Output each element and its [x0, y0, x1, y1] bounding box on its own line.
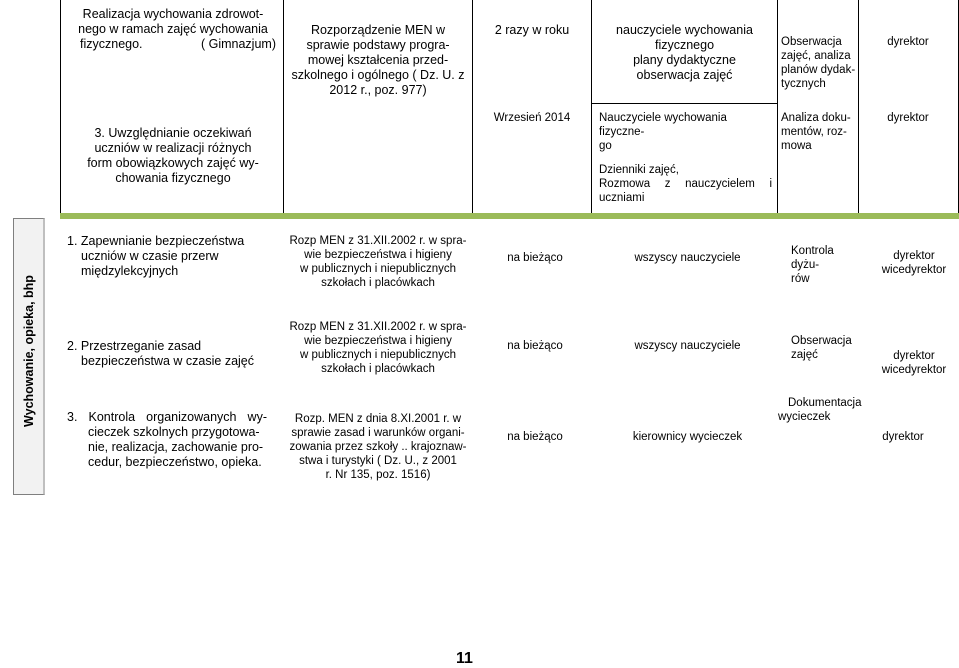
method-duty-control: Kontrola dyżu- rów [791, 245, 834, 285]
term-ongoing: na bieżąco [507, 340, 563, 352]
supervisor-director: dyrektor [882, 431, 924, 443]
method-trip-documentation: Dokumentacja wycieczek [778, 397, 862, 423]
legal-basis-curriculum: Rozporządzenie MEN w sprawie podstawy progra- mowej kształcenia przed- szkolnego i ogólnego ( Dz. U. z 2012 r., poz. 977) [291, 23, 465, 97]
responsible-all-teachers: wszyscy nauczyciele [634, 252, 741, 264]
supervisor-director: dyrektor [887, 112, 929, 124]
responsible-pe-teachers: nauczyciele wychowania fizycznego plany dydaktyczne obserwacja zajęć [616, 23, 753, 82]
legal-basis-safety-regulation: Rozp MEN z 31.XII.2002 r. w spra- wie bezpieczeństwa i higieny w publicznych i niepublicznych szkołach i placówkach [289, 235, 467, 289]
page-number: 11 [456, 650, 473, 667]
grid-line [283, 0, 284, 213]
method-document-analysis: Analiza doku- mentów, roz- mowa [781, 112, 851, 152]
section-separator [60, 213, 959, 219]
supervisor-director: dyrektor [887, 36, 929, 48]
term-september-2014: Wrzesień 2014 [493, 112, 571, 124]
responsible-pe-teachers-documents: Nauczyciele wychowania fizyczne- go Dzienniki zajęć, Rozmowa z nauczycielem i uczniami [599, 112, 772, 204]
grid-line [858, 0, 859, 213]
legal-basis-safety-regulation: Rozp MEN z 31.XII.2002 r. w spra- wie bezpieczeństwa i higieny w publicznych i niepublicznych szkołach i placówkach [289, 321, 467, 375]
supervisor-director-deputy: dyrektor wicedyrektor [881, 350, 947, 376]
term-ongoing: na bieżąco [507, 252, 563, 264]
responsible-trip-leaders: kierownicy wycieczek [632, 431, 743, 443]
grid-line [591, 103, 777, 104]
section-title: Wychowanie, opieka, bhp [22, 275, 36, 427]
grid-line [591, 0, 592, 213]
term-ongoing: na bieżąco [507, 431, 563, 443]
grid-line [60, 0, 61, 213]
section-side-label [13, 218, 45, 495]
supervisor-director-deputy: dyrektor wicedyrektor [881, 250, 947, 276]
task-break-safety: 1. Zapewnianie bezpieczeństwa uczniów w czasie przerw międzylekcyjnych [67, 234, 245, 278]
task-trip-control: 3. Kontrola organizowanych wy- cieczek szkolnych przygotowa- nie, realizacja, zachowanie pro- cedur, bezpieczeństwo, opieka. [67, 410, 267, 469]
method-class-observation: Obserwacja zajęć [791, 335, 852, 361]
term-twice-a-year: 2 razy w roku [494, 23, 570, 37]
task-student-expectations: 3. Uwzględnianie oczekiwań uczniów w realizacji różnych form obowiązkowych zajęć wy- chowania fizycznego [87, 126, 259, 185]
task-class-safety: 2. Przestrzeganie zasad bezpieczeństwa w czasie zajęć [67, 339, 254, 368]
responsible-all-teachers: wszyscy nauczyciele [634, 340, 741, 352]
legal-basis-tourism-regulation: Rozp. MEN z dnia 8.XI.2001 r. w sprawie zasad i warunków organi- zowania przez szkoły .. krajoznaw- stwa i turystyki ( Dz. U., z 2001 r. Nr 135, poz. 1516) [289, 413, 467, 481]
task-physical-education: Realizacja wychowania zdrowot- nego w ramach zajęć wychowania fizycznego. ( Gimnazjum) [78, 7, 276, 51]
method-observation-analysis: Obserwacja zajęć, analiza planów dydak- tycznych [781, 36, 856, 90]
grid-line [777, 0, 778, 213]
grid-line [472, 0, 473, 213]
